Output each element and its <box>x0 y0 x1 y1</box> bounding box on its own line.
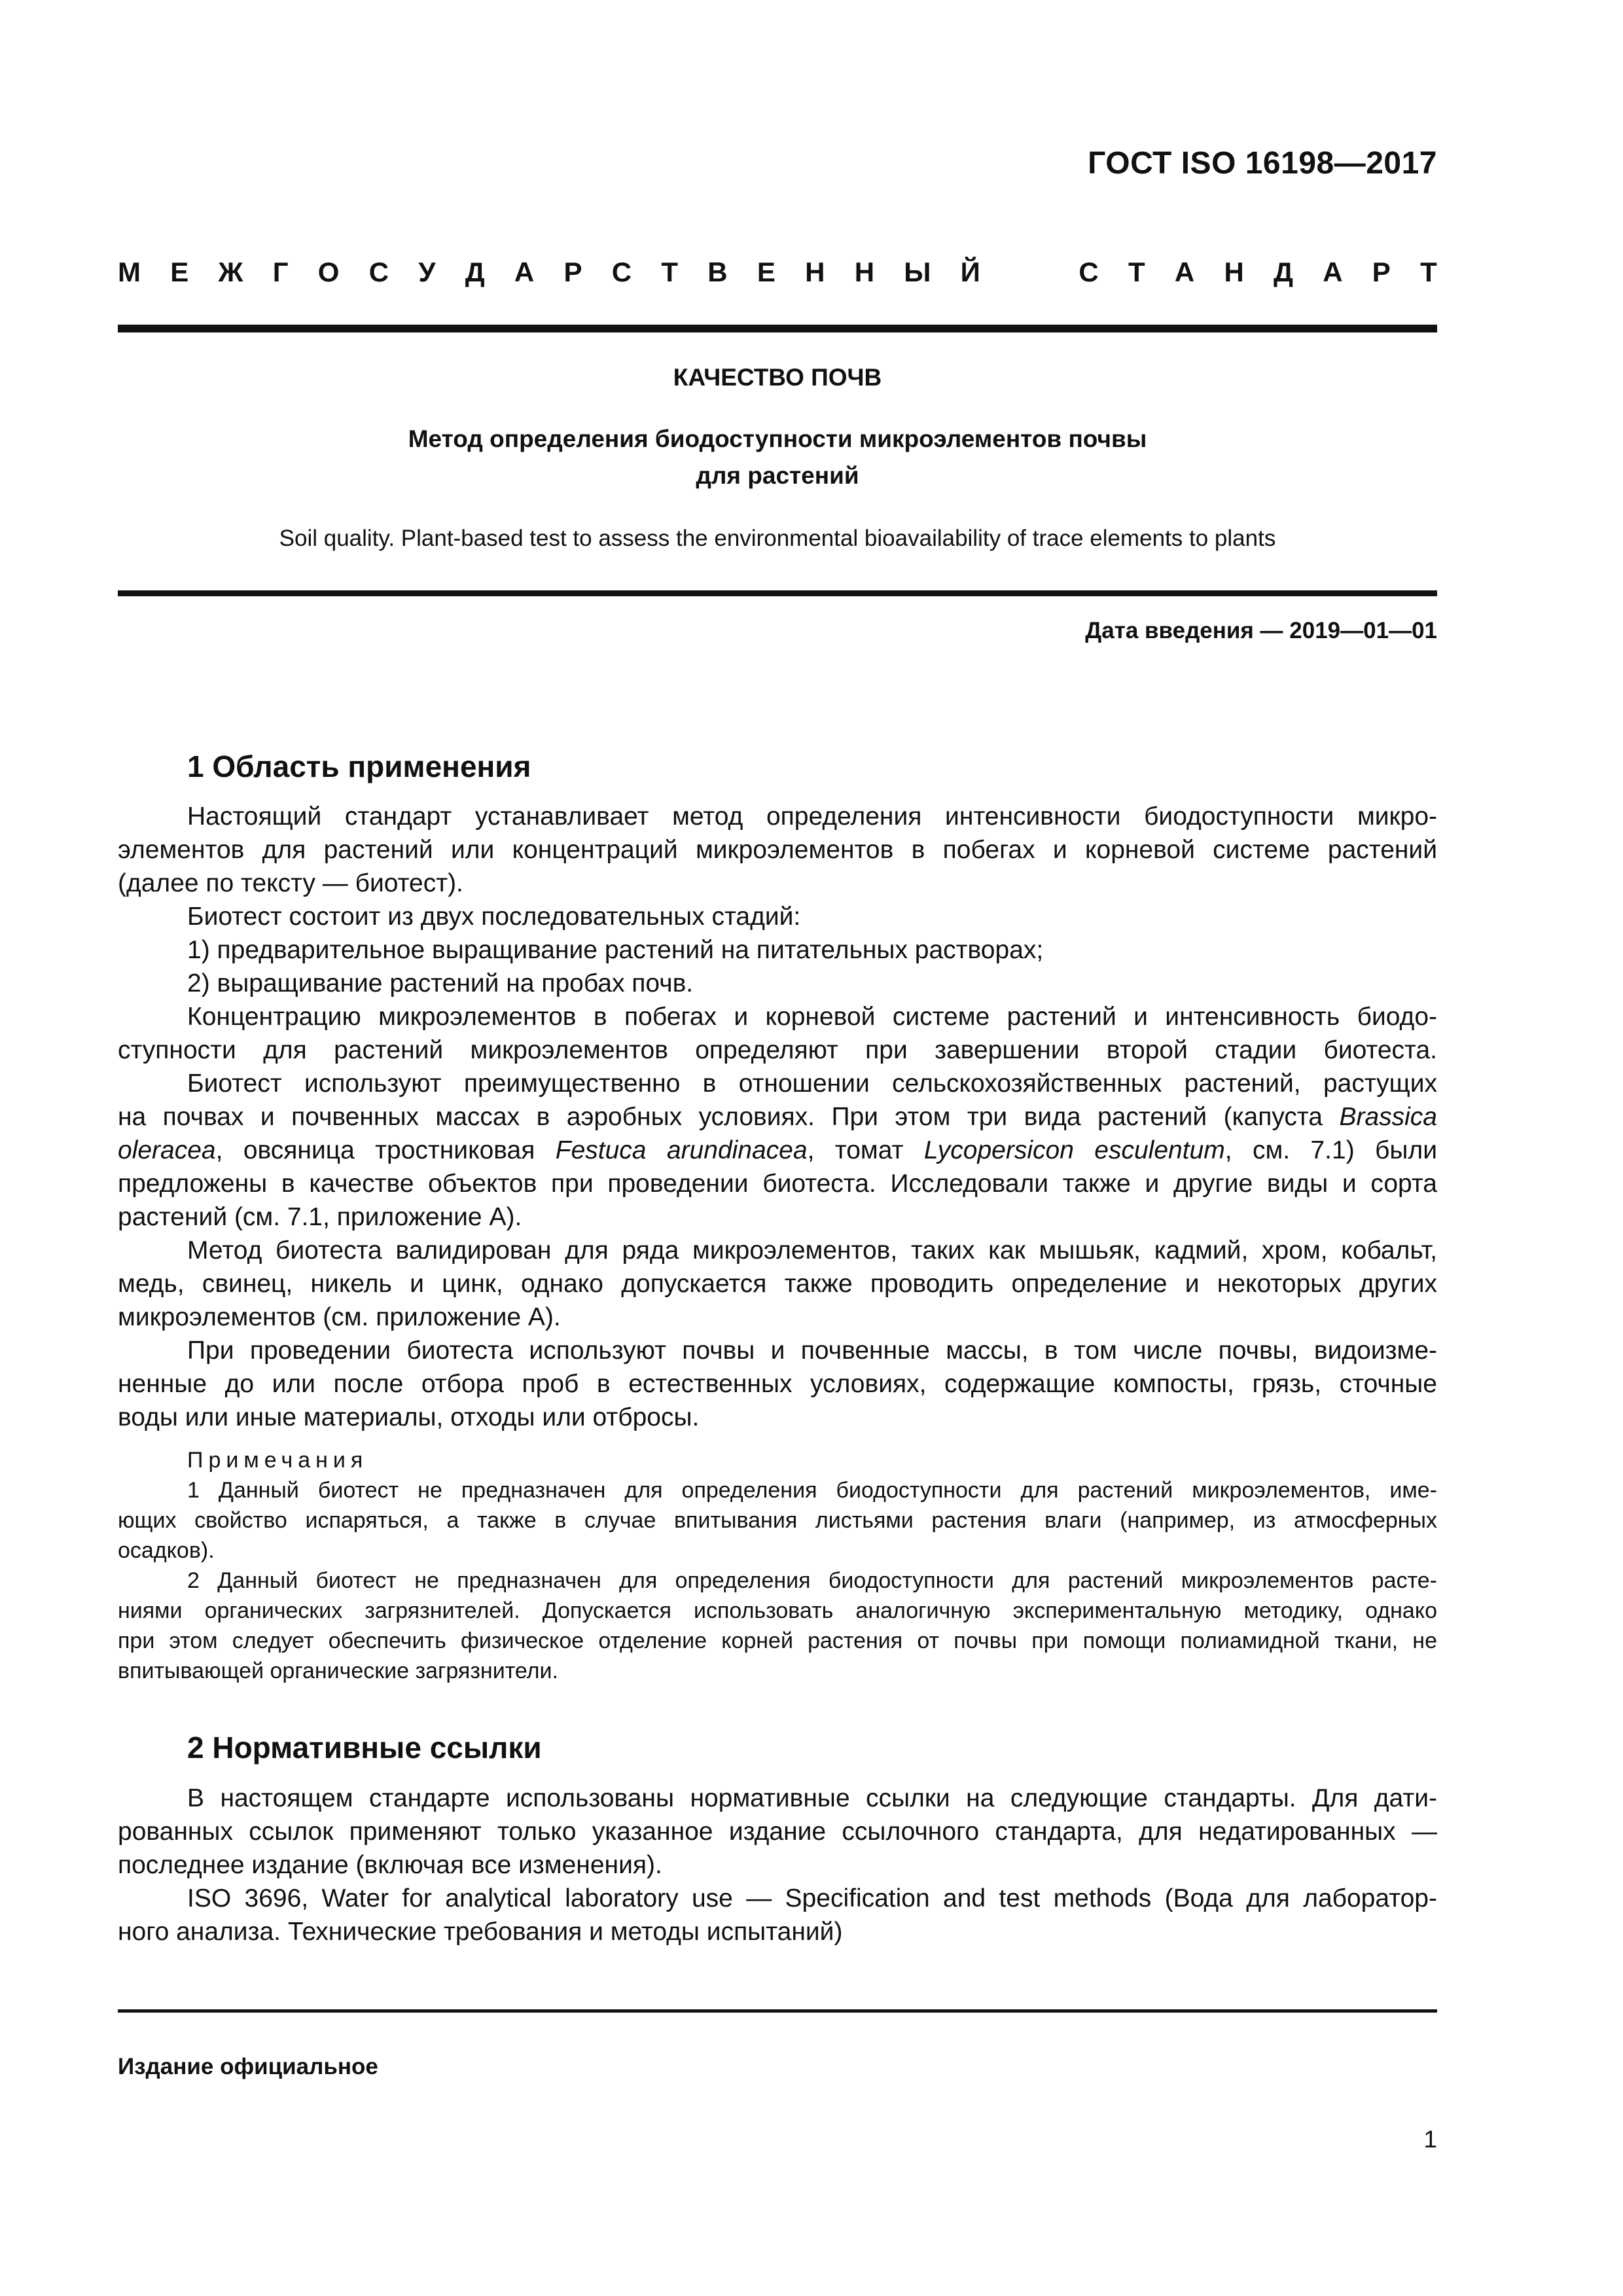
std-type-letter: А <box>1323 257 1343 287</box>
text-line: Настоящий стандарт устанавливает метод определения интенсивности биодоступности микро- <box>187 802 1437 831</box>
section-body <box>118 800 1437 1434</box>
std-type-letter: У <box>418 257 436 287</box>
note-line: ющих свойство испаряться, а также в случае впитывания листьями растения влаги (например, из атмосферных <box>118 1508 1437 1533</box>
std-type-letter: А <box>1174 257 1195 287</box>
std-type-letter: Р <box>563 257 582 287</box>
text-fragment: на почвах и почвенных массах в аэробных условиях. При этом три вида растений (капуста <box>118 1103 1340 1131</box>
species-name: Brassica <box>1339 1103 1437 1131</box>
std-type-letter: Д <box>1274 257 1293 287</box>
std-type-letter: Т <box>1420 257 1437 287</box>
std-type-letter: Д <box>465 257 485 287</box>
text-line: Биотест состоит из двух последовательных стадий: <box>187 903 801 931</box>
std-type-letter: Т <box>1128 257 1145 287</box>
text-line: элементов для растений или концентраций микроэлементов в побегах и корневой системе растений <box>118 836 1437 864</box>
text-line: растений (см. 7.1, приложение А). <box>118 1203 522 1231</box>
std-type-letter: Й <box>960 257 980 287</box>
edition-label: Издание официальное <box>118 2054 378 2079</box>
species-name: oleracea <box>118 1136 216 1164</box>
page-number: 1 <box>1423 2126 1437 2153</box>
text-fragment: , овсяница тростниковая <box>215 1136 556 1164</box>
text-line: рованных ссылок применяют только указанное издание ссылочного стандарта, для недатированных — <box>118 1818 1437 1846</box>
text-line: В настоящем стандарте использованы нормативные ссылки на следующие стандарты. Для дати- <box>187 1784 1437 1812</box>
section-body <box>118 1782 1437 1948</box>
text-line: ступности для растений микроэлементов определяют при завершении второй стадии биотеста. <box>118 1036 1437 1064</box>
std-type-letter: Н <box>805 257 825 287</box>
reference-line: ного анализа. Технические требования и методы испытаний) <box>118 1918 843 1946</box>
text-line: медь, свинец, никель и цинк, однако допускается также проводить определение и некоторых других <box>118 1270 1437 1298</box>
text-line: (далее по тексту — биотест). <box>118 869 463 897</box>
title-rule <box>118 590 1437 596</box>
introduction-date: Дата введения — 2019—01—01 <box>1085 618 1437 643</box>
std-type-letter: Т <box>661 257 678 287</box>
list-item: 1) предварительное выращивание растений на питательных растворах; <box>187 936 1044 964</box>
text-line: При проведении биотеста используют почвы и почвенные массы, в том числе почвы, видоизме- <box>187 1336 1437 1365</box>
document-subtitle-line1: Метод определения биодоступности микроэлементов почвы <box>408 425 1147 452</box>
notes-block <box>118 1445 1437 1686</box>
std-type-letter: Е <box>757 257 776 287</box>
reference-line: ISO 3696, Water for analytical laboratory use — Specification and test methods (Вода для лаборатор- <box>187 1884 1437 1912</box>
std-type-letter: С <box>611 257 632 287</box>
std-type-letter: М <box>118 257 141 287</box>
text-fragment: , см. 7.1) были <box>1224 1136 1437 1164</box>
std-type-letter: Н <box>854 257 875 287</box>
text-fragment: , томат <box>807 1136 924 1164</box>
document-subtitle-line2: для растений <box>696 462 859 489</box>
note-line: 1 Данный биотест не предназначен для определения биодоступности для растений микроэлементов, име- <box>187 1478 1437 1503</box>
note-line: 2 Данный биотест не предназначен для определения биодоступности для растений микроэлементов расте- <box>187 1568 1437 1593</box>
note-line: ниями органических загрязнителей. Допускается использовать аналогичную экспериментальную методику, однако <box>118 1598 1437 1623</box>
english-title: Soil quality. Plant-based test to assess the environmental bioavailability of trace elements to plants <box>279 526 1276 551</box>
list-item: 2) выращивание растений на пробах почв. <box>187 969 694 997</box>
text-line: предложены в качестве объектов при проведении биотеста. Исследовали также и другие виды и сорта <box>118 1170 1437 1198</box>
std-type-letter: Н <box>1224 257 1244 287</box>
text-line: Биотест используют преимущественно в отношении сельскохозяйственных растений, растущих <box>187 1069 1437 1098</box>
text-line: воды или иные материалы, отходы или отбросы. <box>118 1403 700 1431</box>
std-type-letter: Ы <box>904 257 931 287</box>
std-type-letter: А <box>514 257 535 287</box>
text-line: Метод биотеста валидирован для ряда микроэлементов, таких как мышьяк, кадмий, хром, кобальт, <box>187 1236 1437 1265</box>
text-line: последнее издание (включая все изменения). <box>118 1851 662 1879</box>
note-line: впитывающей органические загрязнители. <box>118 1659 558 1683</box>
std-type-letter: Е <box>170 257 189 287</box>
species-name: Lycopersicon esculentum <box>923 1136 1225 1164</box>
note-line: при этом следует обеспечить физическое отделение корней растения от почвы при помощи полиамидной ткани, не <box>118 1628 1437 1653</box>
note-line: осадков). <box>118 1538 215 1563</box>
std-type-letter: С <box>368 257 389 287</box>
text-line: ненные до или после отбора проб в естественных условиях, содержащие компосты, грязь, сточные <box>118 1370 1437 1398</box>
std-type-letter: С <box>1079 257 1099 287</box>
species-name: Festuca arundinacea <box>555 1136 808 1164</box>
document-number: ГОСТ ISO 16198—2017 <box>1088 146 1437 181</box>
section-heading: 1 Область применения <box>187 749 531 783</box>
top-rule <box>118 325 1437 332</box>
std-type-letter: Г <box>272 257 289 287</box>
std-type-letter: В <box>707 257 728 287</box>
word-gap <box>1010 257 1049 288</box>
text-line: микроэлементов (см. приложение А). <box>118 1303 561 1331</box>
std-type-letter: О <box>317 257 340 287</box>
text-line <box>118 1100 1437 1134</box>
document-title: КАЧЕСТВО ПОЧВ <box>673 364 882 391</box>
section-heading: 2 Нормативные ссылки <box>187 1731 542 1765</box>
notes-title: Примечания <box>187 1448 368 1473</box>
std-type-letter: Р <box>1372 257 1391 287</box>
text-line <box>118 1134 1437 1167</box>
text-line: Концентрацию микроэлементов в побегах и корневой системе растений и интенсивность биодо- <box>187 1003 1437 1031</box>
standard-type-heading <box>118 257 1437 288</box>
footer-rule <box>118 2009 1437 2013</box>
std-type-letter: Ж <box>218 257 243 287</box>
